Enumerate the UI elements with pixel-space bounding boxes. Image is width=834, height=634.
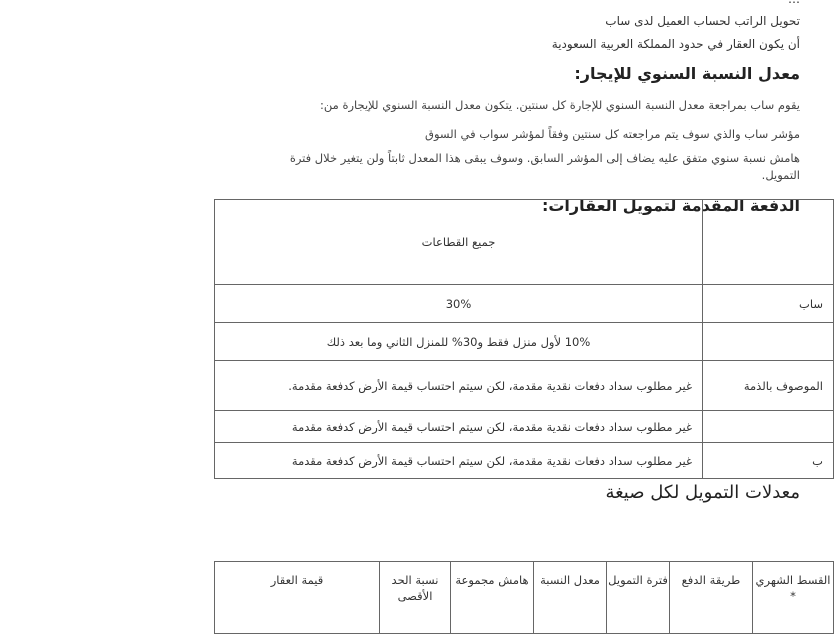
bullet-item-0	[788, 0, 800, 6]
table-header-cell: طريقة الدفع	[670, 562, 753, 634]
table-header-row	[215, 562, 834, 634]
bullet-item-1: تحويل الراتب لحساب العميل لدى ساب	[605, 14, 800, 28]
down-payment-table	[214, 199, 834, 479]
table-header-cell: قيمة العقار	[215, 562, 380, 634]
table-row	[215, 361, 834, 411]
down-payment-heading: الدفعة المقدمة لتمويل العقارات:	[541, 196, 800, 215]
table-cell	[703, 411, 834, 443]
table-cell: غير مطلوب سداد دفعات نقدية مقدمة، لكن سيتم احتساب قيمة الأرض كدفعة مقدمة	[215, 411, 703, 443]
table-cell	[703, 200, 834, 285]
lease-point-1-cont: التمويل.	[761, 168, 800, 182]
table-cell: غير مطلوب سداد دفعات نقدية مقدمة، لكن سيتم احتساب قيمة الأرض كدفعة مقدمة.	[215, 361, 703, 411]
table-header-cell: نسبة الحد الأقصى	[380, 562, 451, 634]
lease-point-1: هامش نسبة سنوي متفق عليه يضاف إلى المؤشر السابق. وسوف يبقى هذا المعدل ثابتاً ولن يتغير خلال فترة	[289, 151, 800, 165]
lease-rate-heading: معدل النسبة السنوي للإيجار:	[574, 64, 800, 83]
table-cell: 10% لأول منزل فقط و30% للمنزل الثاني وما بعد ذلك	[215, 323, 703, 361]
table-header-cell: القسط الشهري *	[753, 562, 834, 634]
table-cell: ساب	[703, 285, 834, 323]
bullet-item-2: أن يكون العقار في حدود المملكة العربية السعودية	[551, 37, 800, 51]
table-cell: جميع القطاعات	[215, 200, 703, 285]
table-row	[215, 323, 834, 361]
table-row	[215, 285, 834, 323]
table-cell: 30%	[215, 285, 703, 323]
table-row	[215, 443, 834, 479]
table-cell: غير مطلوب سداد دفعات نقدية مقدمة، لكن سيتم احتساب قيمة الأرض كدفعة مقدمة	[215, 443, 703, 479]
table-header-cell: فترة التمويل	[607, 562, 670, 634]
table-cell: الموصوف بالذمة	[703, 361, 834, 411]
lease-intro-text: يقوم ساب بمراجعة معدل النسبة السنوي للإجارة كل سنتين. يتكون معدل النسبة السنوي للإيجارة من:	[320, 98, 800, 112]
table-header-cell: معدل النسبة	[534, 562, 607, 634]
table-cell	[703, 323, 834, 361]
financing-rates-heading: معدلات التمويل لكل صيغة	[605, 482, 800, 503]
lease-point-0: مؤشر ساب والذي سوف يتم مراجعته كل سنتين وفقاً لمؤشر سواب في السوق	[425, 127, 800, 141]
table-row	[215, 411, 834, 443]
table-cell: ب	[703, 443, 834, 479]
table-header-row	[215, 200, 834, 285]
financing-rates-table	[214, 561, 834, 634]
table-header-cell: هامش مجموعة	[451, 562, 534, 634]
